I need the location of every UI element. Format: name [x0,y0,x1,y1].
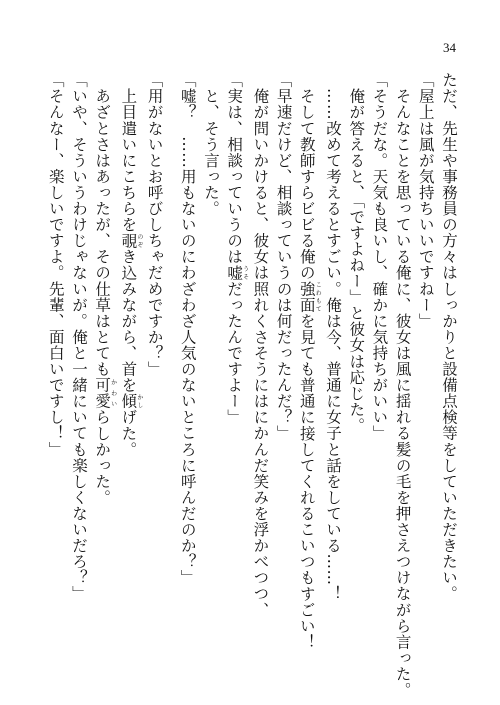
text-segment: げた。 [119,409,138,458]
text-line-12: 「嘘？ ……用もないのにわざわざ人気のないところに呼んだのか？」 [178,72,197,586]
text-segment: を見ても普通に接してくれるこいつもすごい！ [297,312,316,650]
text-segment: だったんですよー」 [225,280,244,426]
text-line-17: 「そんなー、楽しいですよ。先輩、面白いですし！」 [46,72,65,458]
ruby-word: 可愛かわい [93,376,117,410]
text-segment: そして教師すらビビる俺の [297,72,316,281]
text-line-4: 「そうだな。天気も良いし、確かに気持ちがいい」 [370,72,389,442]
ruby-word: 嘘うそ [225,264,249,281]
text-line-1: ただ、先生や事務員の方々はしっかりと設備点検等をしていただきたい。 [440,72,458,602]
ruby-word: 強面こわもて [297,280,322,313]
text-segment: 「実は、相談っていうのは [225,72,244,265]
furigana: こわもて [314,280,322,313]
furigana: うそ [241,264,249,281]
text-line-10 [222,72,248,672]
text-segment: 上目遣いにこちらを [119,72,138,233]
novel-text-column [44,72,460,698]
text-line-16: 「いや、そういうわけじゃないが。俺と一緒にいても楽しくないだろ？」 [69,72,88,602]
text-line-6: ……改めて考えるとすごい。俺は今、普通に女子と話をしている……！ [323,72,342,602]
text-segment: き込みながら、首を [119,248,138,394]
furigana: かわい [109,376,117,410]
page-number: 34 [443,40,456,55]
text-line-2: 「屋上は風が気持ちいいですねー」 [416,72,435,329]
furigana: のぞ [135,232,143,249]
text-line-13: 「用がないとお呼びしちゃだめですか？」 [145,72,164,377]
text-line-8: 「早速だけど、相談っていうのは何だったんだ？」 [274,72,293,442]
text-segment: らしかった。 [93,409,112,506]
text-line-7 [295,72,321,672]
furigana: かし [135,393,143,410]
ruby-word: 覗のぞ [119,232,143,249]
text-line-15 [90,72,116,672]
ruby-word: 傾かし [119,393,143,410]
text-line-14 [116,72,142,672]
text-line-5: 俺が答えると、「ですよねー」と彼女は応じた。 [347,72,366,434]
text-line-11: と、そう言った。 [201,72,220,217]
text-line-9: 俺が問いかけると、彼女は照れくさそうにはにかんだ笑みを浮かべつつ、 [251,72,270,618]
text-line-3: そんなことを思っている俺に、彼女は風に揺れる髪の毛を押さえつけながら言った。 [393,72,412,698]
text-segment: あざとさはあったが、その仕草はとても [93,72,112,377]
